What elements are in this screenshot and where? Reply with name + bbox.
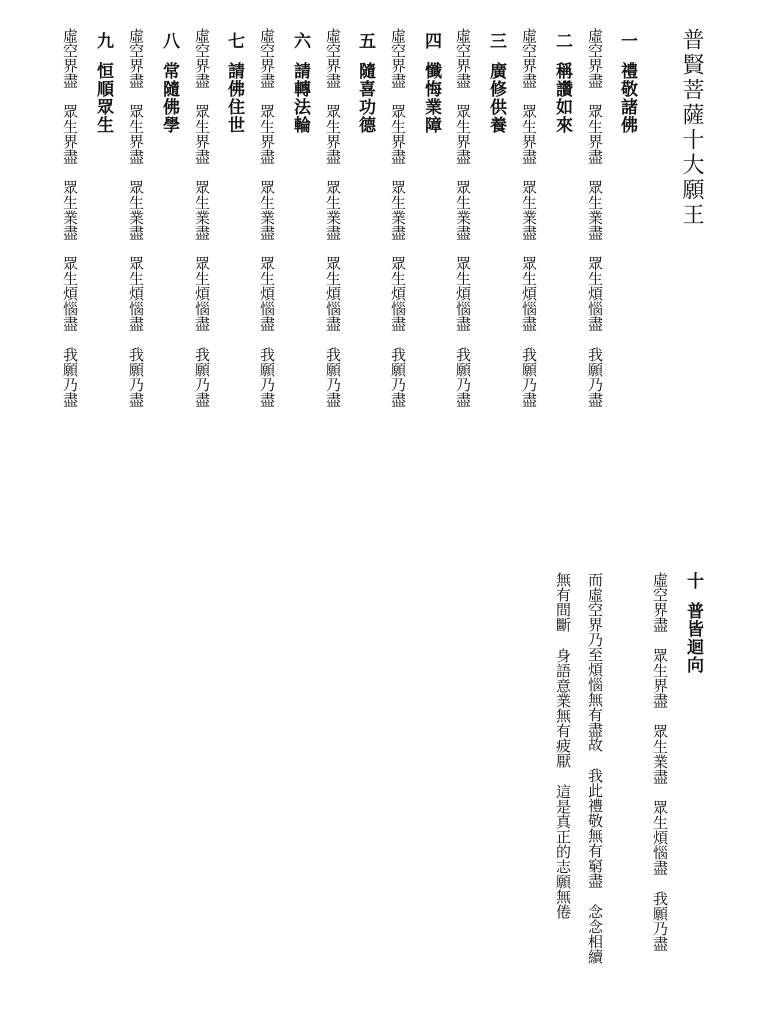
vow-name: 稱讚如來 [552,62,572,134]
vow-name: 普皆迴向 [683,602,703,674]
vow-refrain-7: 虛空界盡眾生界盡眾生業盡眾生煩惱盡我願乃盡 [193,28,211,407]
vow-name: 懺悔業障 [421,62,441,134]
vow-name: 請轉法輪 [290,62,310,134]
vow-number: 九 [93,32,113,50]
vow-refrain-5: 虛空界盡眾生界盡眾生業盡眾生煩惱盡我願乃盡 [324,28,342,407]
vow-heading-2 [553,32,570,134]
vow-number: 七 [224,32,244,50]
vow-refrain-1: 虛空界盡眾生界盡眾生業盡眾生煩惱盡我願乃盡 [586,28,604,407]
vow-heading-9 [94,32,111,134]
vow-name: 恒順眾生 [93,62,113,134]
vow-heading-6 [291,32,308,134]
vow-name: 禮敬諸佛 [617,62,637,134]
vow-name: 常隨佛學 [159,62,179,134]
vow-refrain-2: 虛空界盡眾生界盡眾生業盡眾生煩惱盡我願乃盡 [520,28,538,407]
vow-heading-4 [422,32,439,134]
vow-name: 廣修供養 [486,62,506,134]
vow-heading-7 [225,32,242,134]
vow10-line-1: 虛空界盡眾生界盡眾生業盡眾生煩惱盡我願乃盡 [651,572,669,951]
vow10-line-3: 無有間斷身語意業無有疲厭這是真正的志願無倦 [554,572,572,919]
vow-refrain-9: 虛空界盡眾生界盡眾生業盡眾生煩惱盡我願乃盡 [61,28,79,407]
vow-number: 十 [683,572,703,590]
vow-heading-5 [356,32,373,134]
vow-heading-8 [160,32,177,134]
vow10-line-2: 而虛空界乃至煩惱無有盡故我此禮敬無有窮盡念念相續 [586,572,604,964]
vow-refrain-8: 虛空界盡眾生界盡眾生業盡眾生煩惱盡我願乃盡 [127,28,145,407]
vow-name: 隨喜功德 [355,62,375,134]
vow-refrain-6: 虛空界盡眾生界盡眾生業盡眾生煩惱盡我願乃盡 [258,28,276,407]
vow-number: 一 [617,32,637,50]
vow-number: 八 [159,32,179,50]
vow-heading-1 [618,32,635,134]
vow-heading-10 [684,572,701,674]
vow-refrain-4: 虛空界盡眾生界盡眾生業盡眾生煩惱盡我願乃盡 [389,28,407,407]
vow-number: 三 [486,32,506,50]
page-title: 普賢菩薩十大願王 [679,28,704,228]
vow-name: 請佛住世 [224,62,244,134]
vow-number: 四 [421,32,441,50]
vow-number: 二 [552,32,572,50]
vow-refrain-3: 虛空界盡眾生界盡眾生業盡眾生煩惱盡我願乃盡 [454,28,472,407]
vow-number: 六 [290,32,310,50]
vow-number: 五 [355,32,375,50]
vow-heading-3 [487,32,504,134]
